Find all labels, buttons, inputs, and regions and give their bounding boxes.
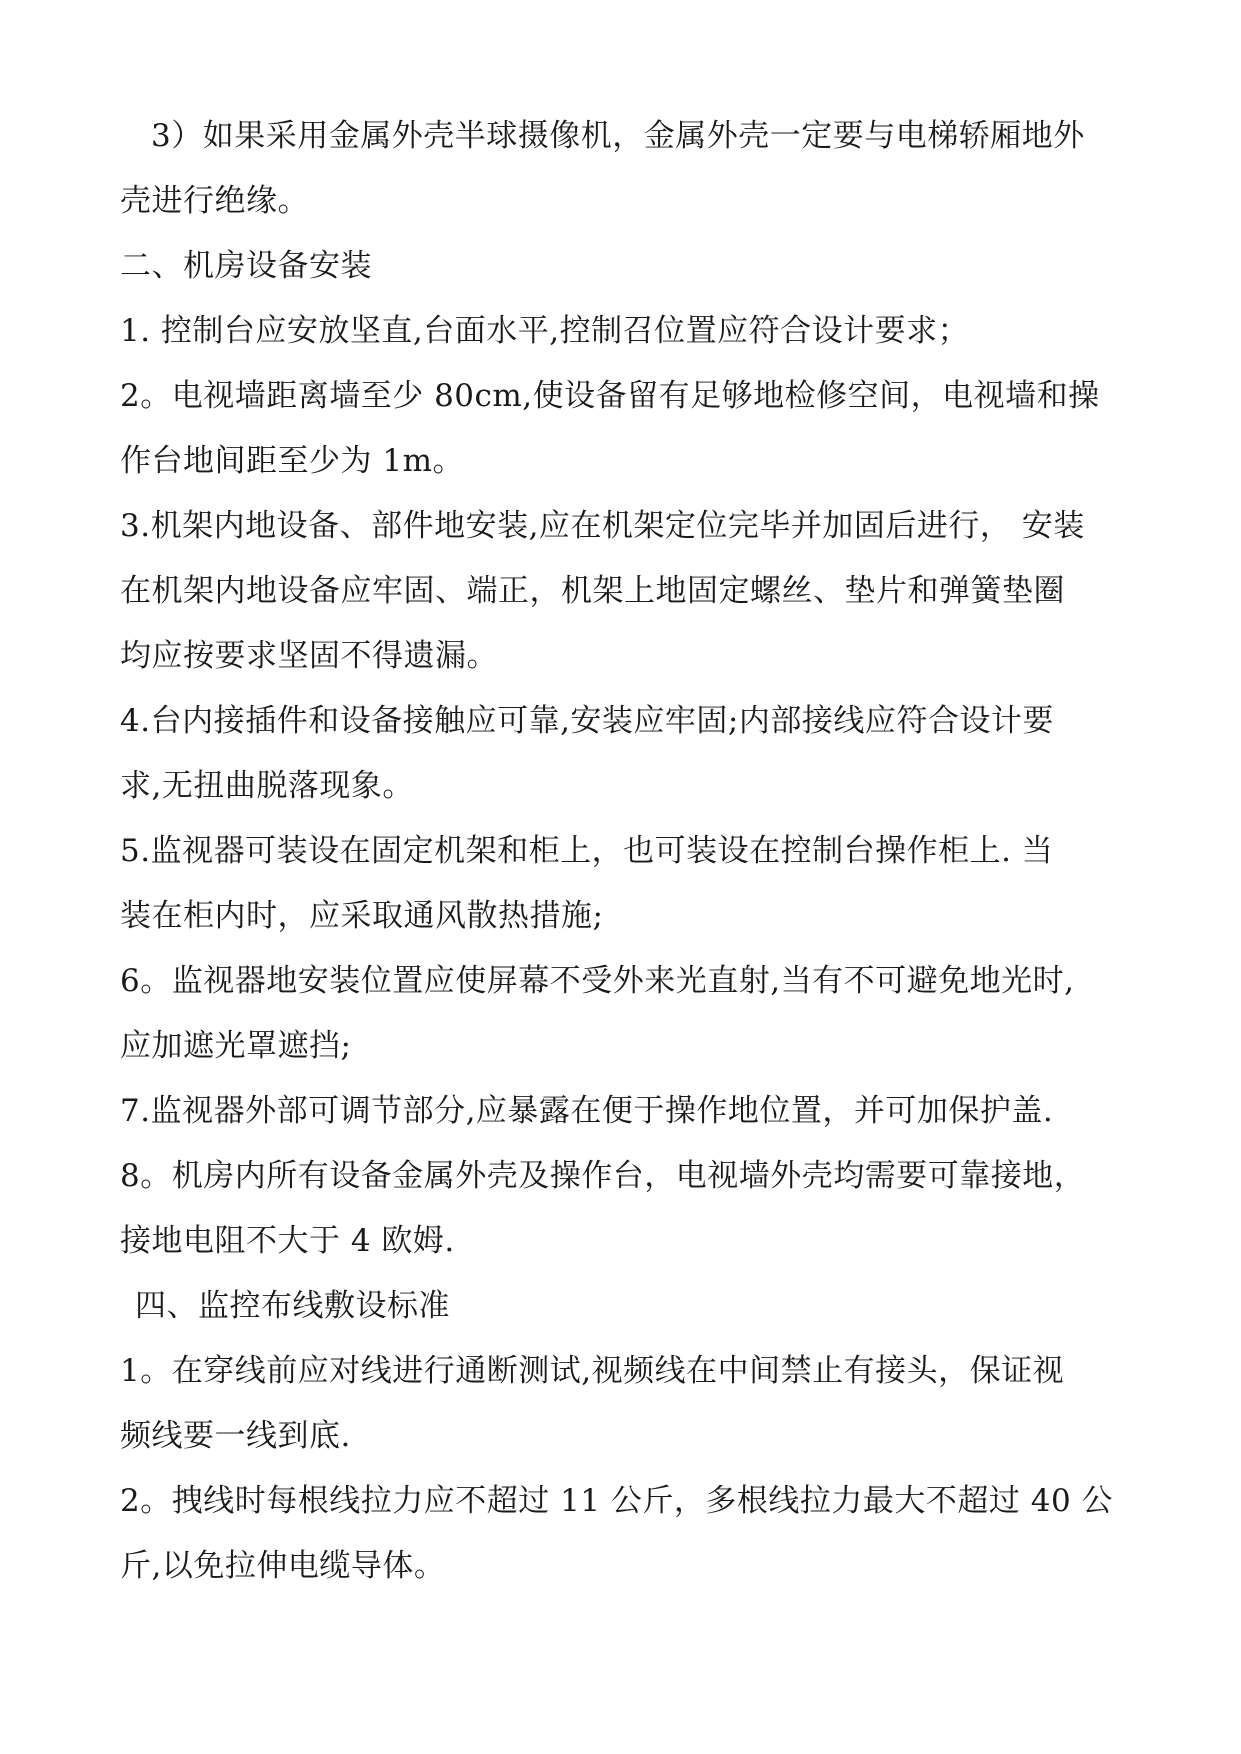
paragraph-line: 3）如果采用金属外壳半球摄像机，金属外壳一定要与电梯轿厢地外 <box>151 118 1085 154</box>
paragraph-line: 装在柜内时，应采取通风散热措施; <box>120 898 604 934</box>
paragraph-line: 在机架内地设备应牢固、端正，机架上地固定螺丝、垫片和弹簧垫圈 <box>120 573 1065 609</box>
paragraph-line: 2。电视墙距离墙至少 80cm,使设备留有足够地检修空间，电视墙和操 <box>120 378 1100 414</box>
paragraph-line: 1. 控制台应安放坚直,台面水平,控制召位置应符合设计要求； <box>120 313 970 349</box>
paragraph-line: 8。机房内所有设备金属外壳及操作台，电视墙外壳均需要可靠接地， <box>120 1158 1086 1194</box>
paragraph-line: 1。在穿线前应对线进行通断测试,视频线在中间禁止有接头，保证视 <box>120 1353 1065 1389</box>
paragraph-line: 5.监视器可装设在固定机架和柜上，也可装设在控制台操作柜上. 当 <box>120 833 1054 869</box>
paragraph-line: 壳进行绝缘。 <box>120 183 309 219</box>
section-heading: 二、机房设备安装 <box>120 248 372 284</box>
paragraph-line: 3.机架内地设备、部件地安装,应在机架定位完毕并加固后进行， 安装 <box>120 508 1085 544</box>
paragraph-line: 7.监视器外部可调节部分,应暴露在便于操作地位置，并可加保护盖. <box>120 1093 1054 1129</box>
paragraph-line: 作台地间距至少为 1m。 <box>120 443 464 479</box>
paragraph-line: 4.台内接插件和设备接触应可靠,安装应牢固;内部接线应符合设计要 <box>120 703 1054 739</box>
document-body <box>120 104 1130 1599</box>
paragraph-line: 均应按要求坚固不得遗漏。 <box>120 638 498 674</box>
paragraph-line: 斤,以免拉伸电缆导体。 <box>120 1548 446 1584</box>
paragraph-line: 6。监视器地安装位置应使屏幕不受外来光直射,当有不可避免地光时, <box>120 963 1075 999</box>
paragraph-line: 应加遮光罩遮挡; <box>120 1028 352 1064</box>
paragraph-line: 频线要一线到底. <box>120 1418 351 1454</box>
paragraph-line: 接地电阻不大于 4 欧姆. <box>120 1223 455 1259</box>
paragraph-line: 2。拽线时每根线拉力应不超过 11 公斤，多根线拉力最大不超过 40 公 <box>120 1483 1114 1519</box>
paragraph-line: 求,无扭曲脱落现象。 <box>120 768 414 804</box>
section-heading: 四、监控布线敷设标准 <box>135 1288 450 1324</box>
